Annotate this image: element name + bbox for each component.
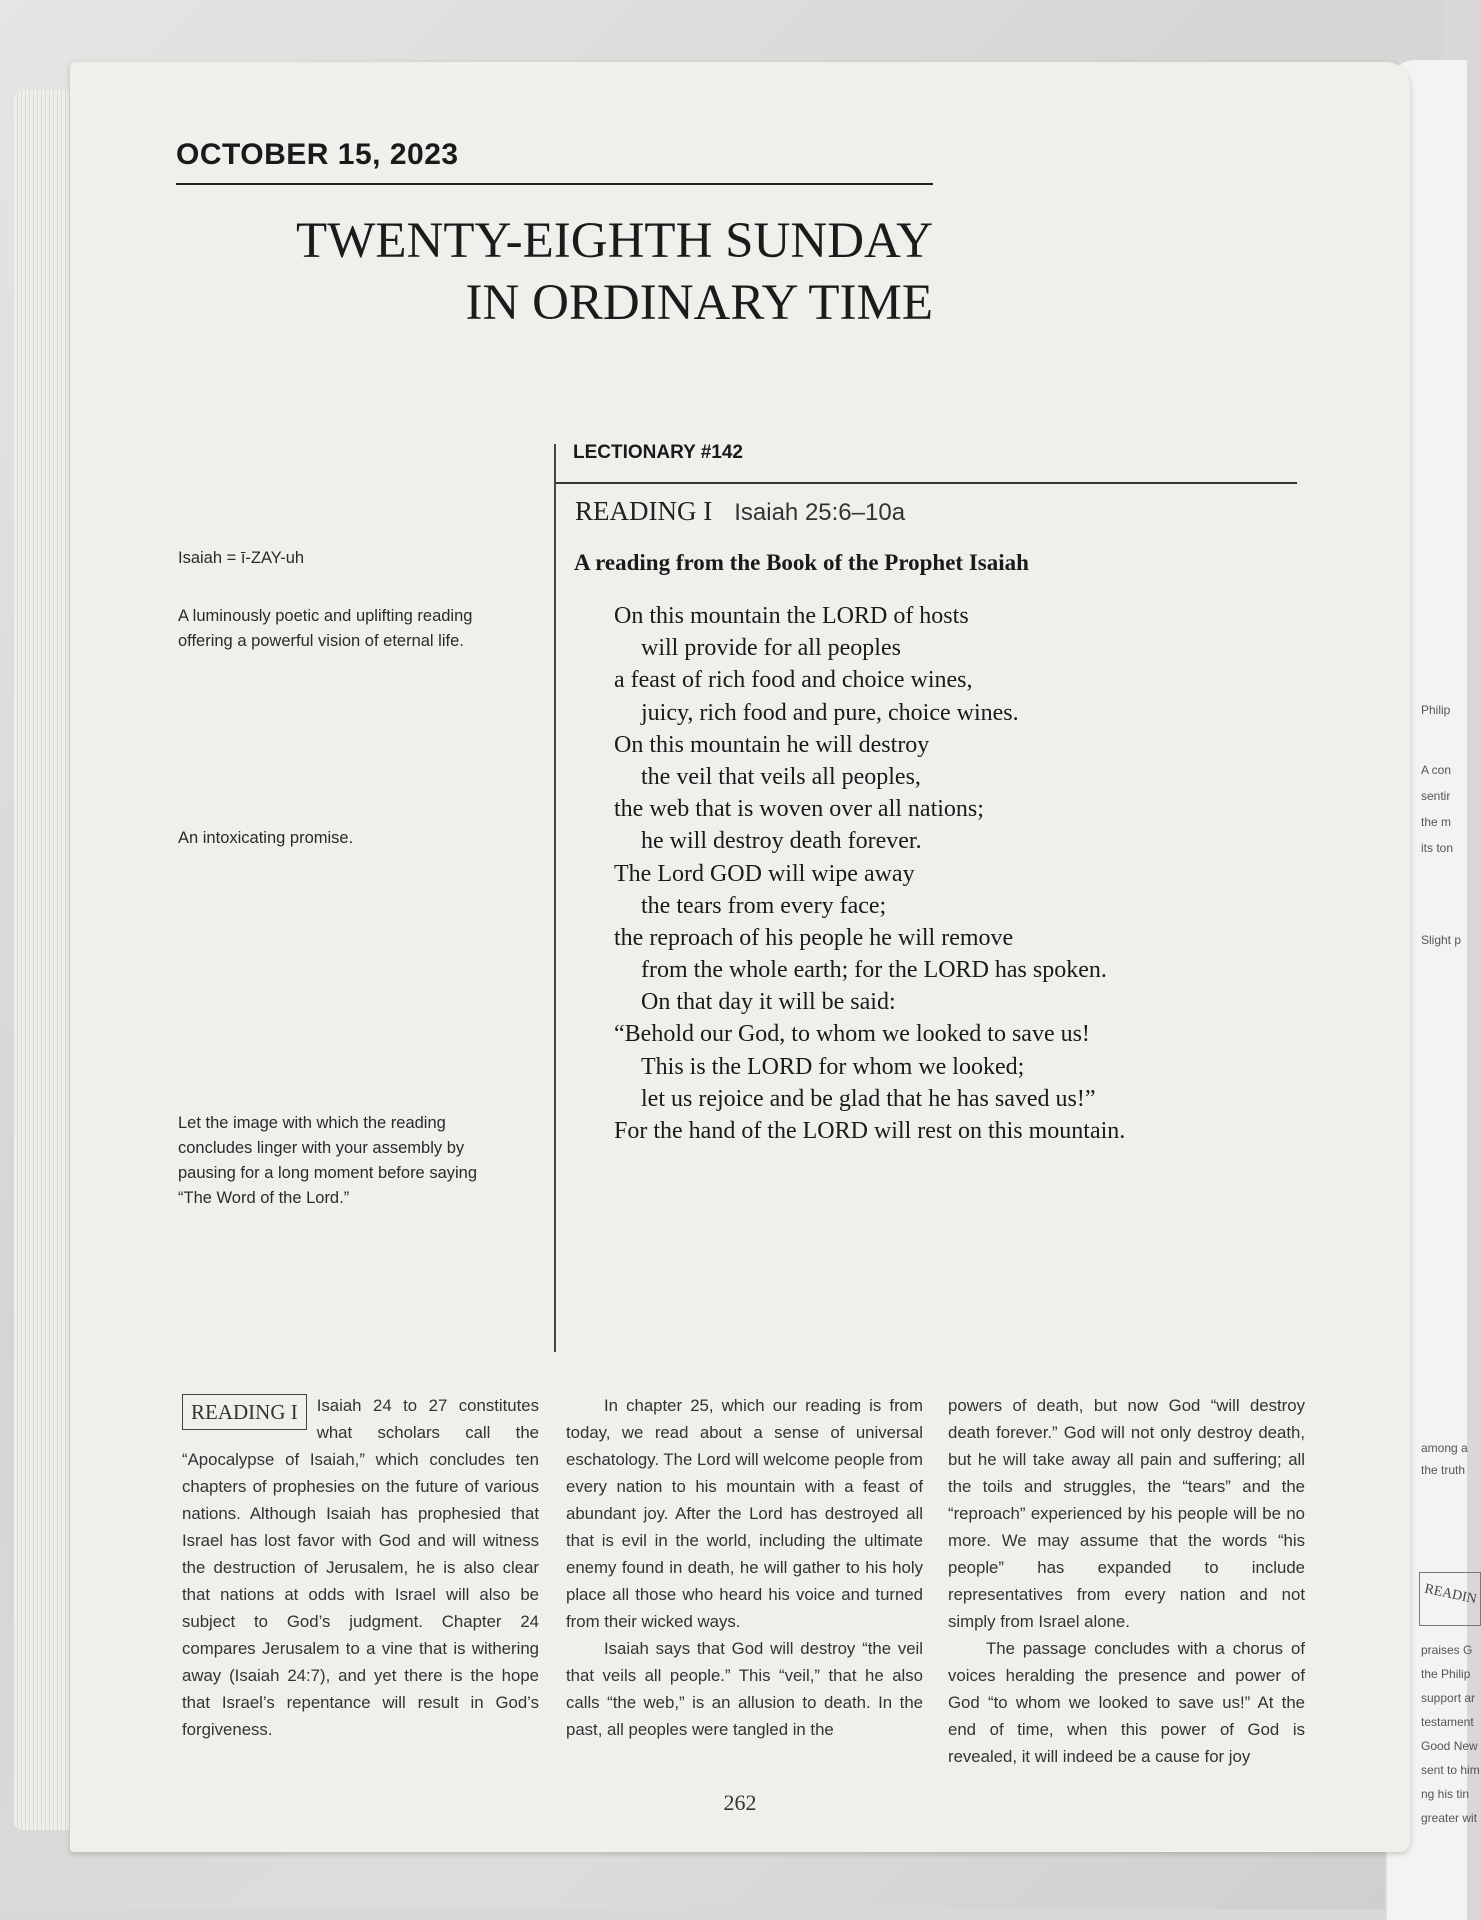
verse-line: will provide for all peoples — [641, 635, 901, 662]
verse-line: from the whole earth; for the LORD has spoken. — [641, 957, 1107, 984]
commentary-column — [566, 1392, 923, 1743]
adjacent-fragment: the m — [1421, 815, 1452, 829]
verse-line: a feast of rich food and choice wines, — [614, 667, 973, 694]
verse-line: juicy, rich food and pure, choice wines. — [641, 699, 1019, 726]
verse-line: the web that is woven over all nations; — [614, 796, 984, 823]
commentary-paragraph: Isaiah says that God will destroy “the veil that veils all people.” This “veil,” that he also calls “the web,” is an allusion to death. In the past, all peoples were tangled in the — [566, 1639, 923, 1739]
margin-note: An intoxicating promise. — [178, 829, 354, 847]
verse-line: the veil that veils all peoples, — [641, 763, 921, 790]
book-page — [70, 62, 1410, 1852]
verse-line: let us rejoice and be glad that he has saved us!” — [641, 1085, 1096, 1112]
column-divider — [554, 444, 556, 1352]
lectionary-number: LECTIONARY #142 — [573, 442, 743, 463]
title-line-1: TWENTY-EIGHTH SUNDAY — [296, 213, 933, 269]
commentary-paragraph: The passage concludes with a chorus of voices heralding the presence and power of God “to whom we looked to save us!” At the end of time, when this power of God is revealed, it will indeed be a cause for joy — [948, 1639, 1305, 1766]
adjacent-fragment: praises G — [1421, 1643, 1473, 1657]
adjacent-fragment: sent to him — [1421, 1763, 1480, 1777]
commentary-paragraph: Isaiah 24 to 27 constitutes what scholars call the “Apocalypse of Isaiah,” which concludes ten chapters of prophesies on the future of various nations. Although Isaiah has prophesied that Israel has lost favor with God and will witness the destruction of Jerusalem, he is also clear that nations at odds with Israel will also be subject to God’s judgment. Chapter 24 compares Jerusalem to a vine that is withering away (Isaiah 24:7), and yet there is the hope that Israel’s repentance will result in God’s forgiveness. — [182, 1396, 539, 1739]
verse-line: For the hand of the LORD will rest on this mountain. — [614, 1118, 1126, 1144]
adjacent-reading-label: READIN — [1423, 1581, 1478, 1608]
reading-text — [614, 600, 1125, 1147]
adjacent-fragment: greater wit — [1421, 1811, 1478, 1825]
title-line-2: IN ORDINARY TIME — [465, 275, 933, 331]
date-rule — [176, 183, 933, 185]
lectionary-rule — [556, 482, 1297, 484]
adjacent-fragment: Slight p — [1421, 933, 1462, 947]
adjacent-fragment: Philip — [1421, 703, 1451, 717]
pronunciation-note: Isaiah = ī-ZAY-uh — [178, 549, 305, 567]
verse-line: The Lord GOD will wipe away — [614, 860, 915, 887]
commentary-reading-label: READING I — [182, 1394, 307, 1430]
adjacent-fragment: ng his tin — [1421, 1787, 1470, 1801]
verse-line: the reproach of his people he will remove — [614, 924, 1014, 951]
verse-line: the tears from every face; — [641, 892, 887, 919]
verse-line: This is the LORD for whom we looked; — [641, 1053, 1025, 1080]
reading-label: READING I — [575, 496, 713, 526]
adjacent-fragment: among a — [1421, 1441, 1468, 1455]
adjacent-fragment: testament — [1421, 1715, 1474, 1729]
commentary-column — [948, 1392, 1305, 1770]
reading-citation: Isaiah 25:6–10a — [734, 499, 906, 526]
adjacent-fragment: support ar — [1421, 1691, 1476, 1705]
adjacent-reading-box — [1419, 1572, 1481, 1626]
commentary-paragraph: powers of death, but now God “will destroy death forever.” God will not only destroy death, but he will take away all pain and suffering; all the toils and struggles, the “tears” and the “reproach” experienced by his people will be no more. We may assume that the words “his people” has expanded to include representatives from every nation and not simply from Israel alone. — [948, 1396, 1305, 1631]
adjacent-fragment: sentir — [1421, 789, 1451, 803]
commentary-paragraph: In chapter 25, which our reading is from today, we read about a sense of universal eschatology. The Lord will welcome people from every nation to his mountain with a feast of abundant joy. After the Lord has destroyed all that is evil in the world, including the ultimate enemy found in death, he will gather to his holy place all those who heard his voice and turned from their wicked ways. — [566, 1396, 923, 1631]
verse-line: On this mountain the LORD of hosts — [614, 603, 969, 629]
margin-note: Let the image with which the reading concludes linger with your assembly by pausing for a long moment before saying “The Word of the Lord.” — [178, 1114, 478, 1207]
verse-line: On this mountain he will destroy — [614, 731, 930, 758]
reading-heading — [575, 496, 905, 527]
page-number: 262 — [723, 1790, 757, 1815]
adjacent-fragment: A con — [1421, 763, 1452, 777]
margin-note: A luminously poetic and uplifting reading offering a powerful vision of eternal life. — [178, 607, 473, 650]
verse-line: “Behold our God, to whom we looked to save us! — [614, 1021, 1090, 1048]
adjacent-fragment: Good New — [1421, 1739, 1478, 1753]
commentary-column — [182, 1392, 539, 1743]
adjacent-fragment: the Philip — [1421, 1667, 1471, 1681]
reading-intro: A reading from the Book of the Prophet Isaiah — [574, 550, 1029, 575]
adjacent-fragment: the truth — [1421, 1463, 1466, 1477]
date-heading: OCTOBER 15, 2023 — [176, 138, 459, 171]
adjacent-fragment: its ton — [1421, 841, 1454, 855]
page-title — [176, 210, 933, 334]
verse-line: On that day it will be said: — [641, 989, 896, 1016]
verse-line: he will destroy death forever. — [641, 828, 922, 855]
